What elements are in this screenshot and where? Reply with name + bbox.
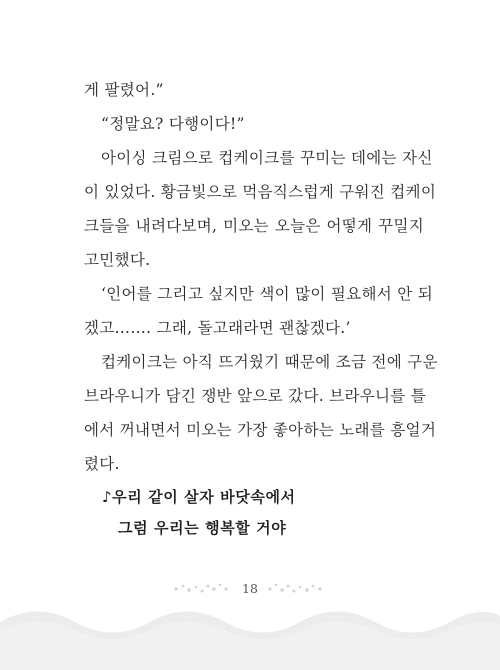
text-line: ‘인어를 그리고 싶지만 색이 많이 필요해서 안 되 — [101, 285, 434, 303]
song-lyric-line: 그럼 우리는 행복할 거야 — [118, 519, 287, 537]
page-number: 18 — [242, 581, 258, 596]
text-line: 고민했다. — [84, 251, 151, 269]
text-line: “정말요? 다행이다!” — [101, 115, 245, 133]
text-line: 에서 꺼내면서 미오는 가장 좋아하는 노래를 흥얼거 — [84, 421, 437, 439]
text-line: 겠고……. 그래, 돌고래라면 괜찮겠다.’ — [84, 319, 351, 337]
song-lyric-line: ♪우리 같이 살자 바닷속에서 — [102, 488, 296, 506]
text-line: 렸다. — [84, 455, 120, 473]
text-line: 아이싱 크림으로 컵케이크를 꾸미는 데에는 자신 — [101, 149, 433, 167]
text-line: 브라우니가 담긴 쟁반 앞으로 갔다. 브라우니를 틀 — [84, 387, 427, 405]
text-line: 이 있었다. 황금빛으로 먹음직스럽게 구워진 컵케이 — [84, 183, 437, 201]
text-line: 컵케이크는 아직 뜨거웠기 때문에 조금 전에 구운 — [101, 353, 438, 371]
text-line: 크들을 내려다보며, 미오는 오늘은 어떻게 꾸밀지 — [84, 217, 424, 235]
wave-decoration — [0, 600, 500, 670]
text-line: 게 팔렸어.” — [84, 81, 164, 99]
